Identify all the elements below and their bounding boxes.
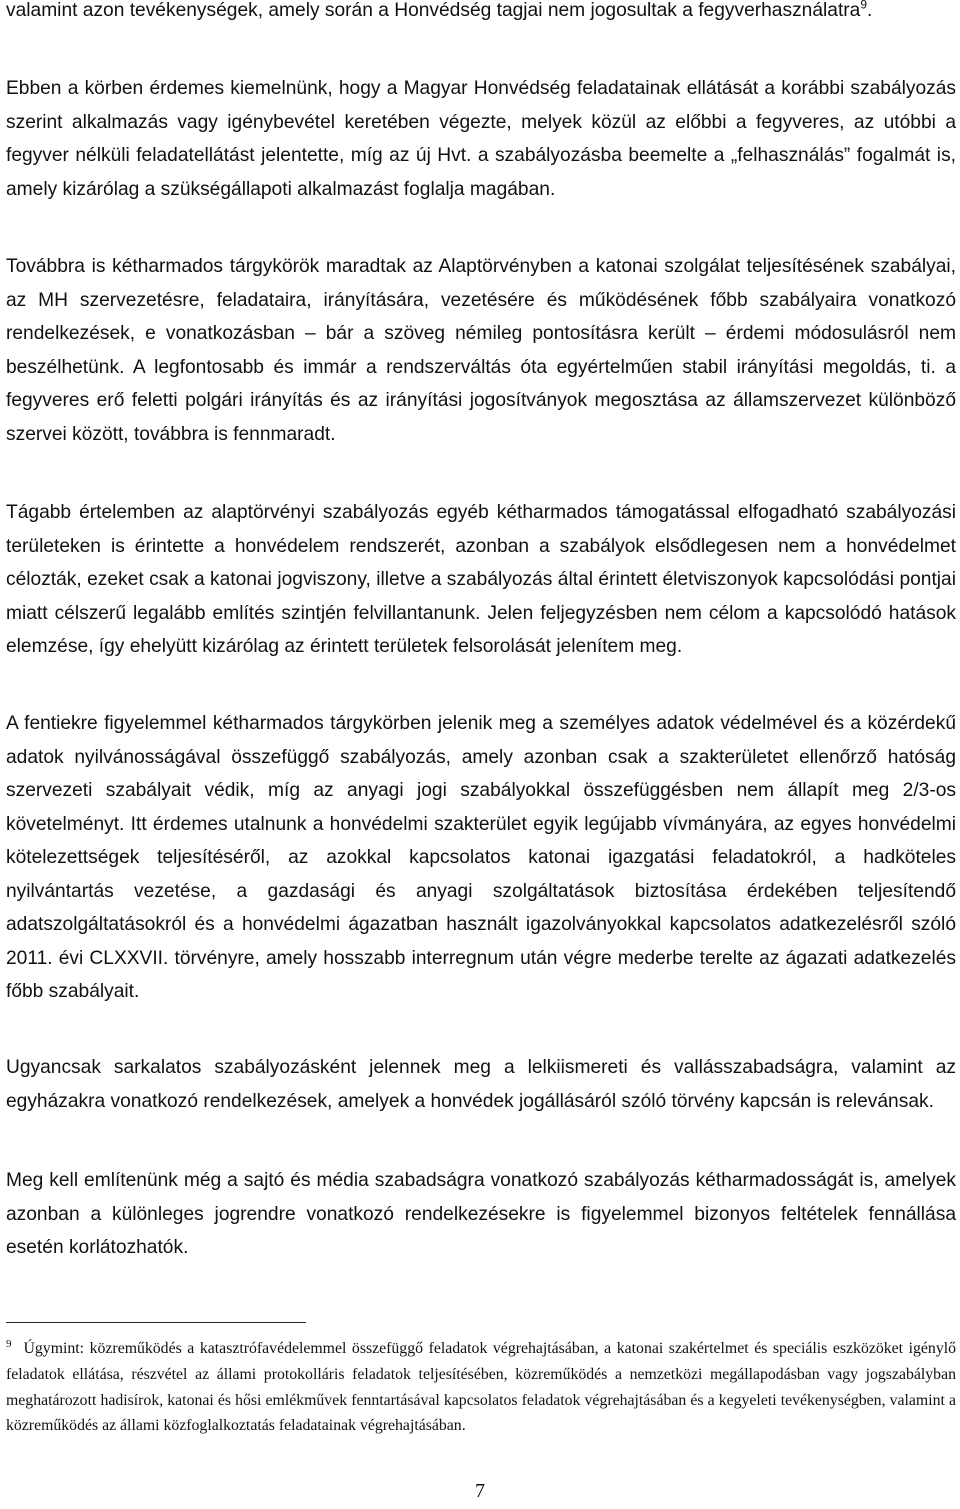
- paragraph-5: A fentiekre figyelemmel kétharmados tárgykörben jelenik meg a személyes adatok védelmével és a közérdekű adatok nyilvánosságával összefüggő szabályozás, amely azonban csak a szakterületet ellenőrző hatóság szervezeti szabályait védik, míg az anyagi jogi szabályokkal összefüggésben nem állapít meg 2/3-os követelményt. Itt érdemes utalnunk a honvédelmi szakterület egyik legújabb vívmányára, az egyes honvédelmi kötelezettségek teljesítéséről, az azokkal kapcsolatos katonai igazgatási feladatokról, a hadköteles nyilvántartás vezetése, a gazdasági és anyagi szolgáltatások biztosítása érdekében teljesítendő adatszolgáltatásokról és a honvédelmi ágazatban használt igazolványokkal kapcsolatos adatkezelésről szóló 2011. évi CLXXVII. törvényre, amely hosszabb interregnum után végre mederbe terelte az ágazati adatkezelés főbb szabályait.: [6, 713, 956, 1002]
- footnote: [6, 1336, 956, 1439]
- footnote-text: Úgymint: közreműködés a katasztrófavédelemmel összefüggő feladatok végrehajtásában, a katonai szakértelmet és speciális eszközöket igénylő feladatok ellátása, részvétel az állami protokolláris feladatok teljesítésében, közreműködés a nemzetközi megállapodásban vagy jogszabályban meghatározott hadisírok, katonai és hősi emlékművek fenntartásával kapcsolatos feladatok végrehajtásában és a kegyeleti tevékenységben, valamint a közreműködés az állami közfoglalkoztatás feladatainak végrehajtásában.: [6, 1340, 956, 1435]
- footnote-reference[interactable]: 9: [860, 0, 868, 12]
- footnote-separator: [6, 1322, 306, 1323]
- footnote-number: 9: [6, 1337, 12, 1350]
- paragraph-2: Ebben a körben érdemes kiemelnünk, hogy a Magyar Honvédség feladatainak ellátását a korábbi szabályozás szerint alkalmazás vagy igénybevétel keretében végezte, melyek közül az előbbi a fegyveres, az utóbbi a fegyver nélküli feladatellátást jelentette, míg az új Hvt. a szabályozásba beemelte a „felhasználás” fogalmát is, amely kizárólag a szükségállapoti alkalmazást foglalja magában.: [6, 78, 956, 200]
- paragraph-4: Tágabb értelemben az alaptörvényi szabályozás egyéb kétharmados támogatással elfogadható szabályozási területeken is érintette a honvédelem rendszerét, azonban a szabályok elsődlegesen nem a honvédelmet célozták, ezeket csak a katonai jogviszony, illetve a szabályozás által érintett életviszonyok kapcsolódási pontjai miatt célszerű legalább említés szintjén felvillantanunk. Jelen feljegyzésben nem célom a kapcsolódó hatások elemzése, így ehelyütt kizárólag az érintett területek felsorolását jelenítem meg.: [6, 502, 956, 657]
- paragraph-1-text: valamint azon tevékenységek, amely során a Honvédség tagjai nem jogosultak a fegyverhasználatra: [6, 0, 861, 21]
- page-number: 7: [475, 1480, 485, 1502]
- paragraph-3: Továbbra is kétharmados tárgykörök maradtak az Alaptörvényben a katonai szolgálat teljesítésének szabályai, az MH szervezetésre, feladataira, irányítására, vezetésére és működésének főbb szabályaira vonatkozó rendelkezések, e vonatkozásban – bár a szöveg némileg pontosításra került – érdemi módosulásról nem beszélhetünk. A legfontosabb és immár a rendszerváltás óta egyértelműen stabil irányítási megoldás, ti. a fegyveres erő feletti polgári irányítás és az irányítási jogosítványok megosztása az államszervezet különböző szervei között, továbbra is fennmaradt.: [6, 256, 956, 445]
- paragraph-7: Meg kell említenünk még a sajtó és média szabadságra vonatkozó szabályozás kétharmadosságát is, amelyek azonban a különleges jogrendre vonatkozó rendelkezésekre is figyelemmel bizonyos feltételek fennállása esetén korlátozhatók.: [6, 1170, 956, 1258]
- paragraph-1-trailing: .: [867, 0, 873, 21]
- paragraph-1: [6, 0, 956, 28]
- paragraph-6: Ugyancsak sarkalatos szabályozásként jelennek meg a lelkiismereti és vallásszabadságra, valamint az egyházakra vonatkozó rendelkezések, amelyek a honvédek jogállásáról szóló törvény kapcsán is relevánsak.: [6, 1057, 956, 1112]
